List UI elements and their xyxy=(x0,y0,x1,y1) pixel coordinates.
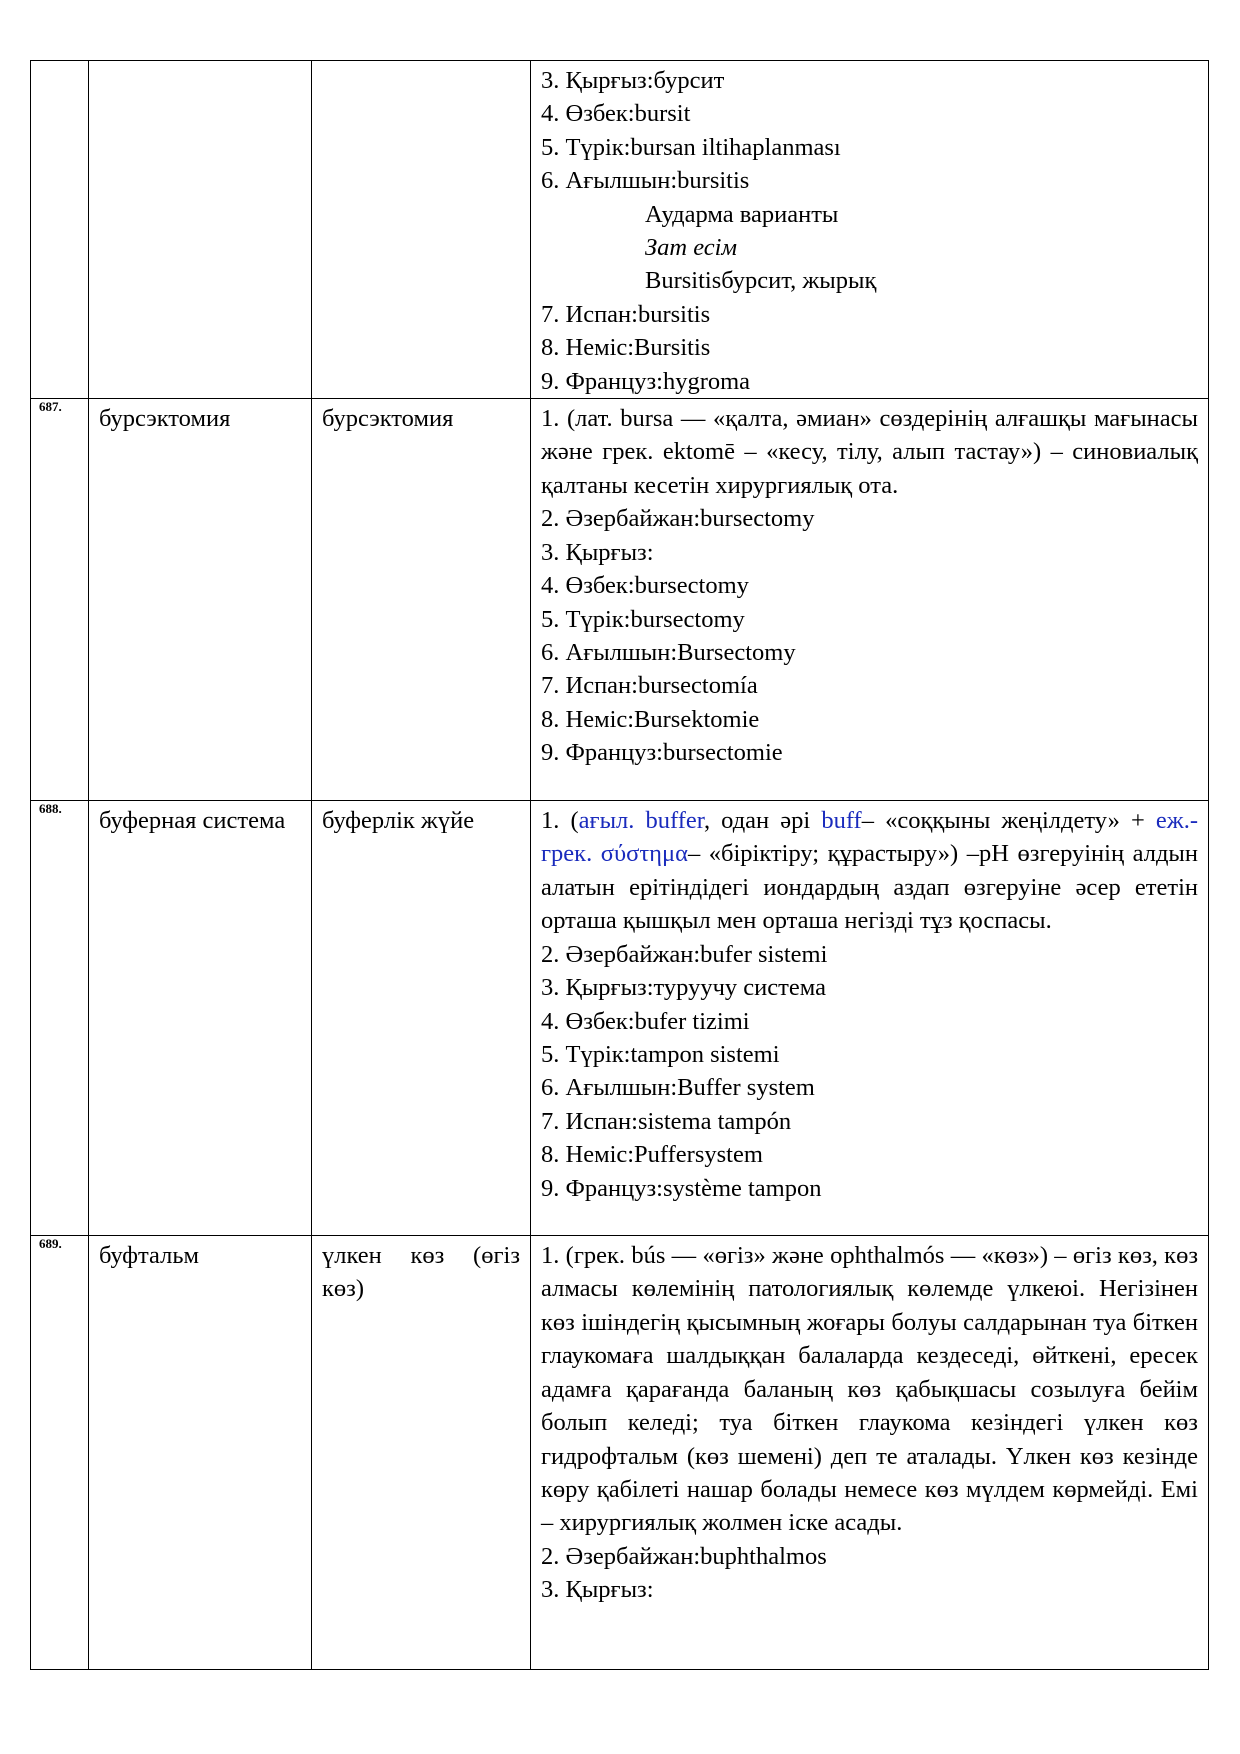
translation-line: 8. Неміс:Bursitis xyxy=(541,334,711,362)
dictionary-table xyxy=(30,60,1209,1670)
definition-cell xyxy=(531,1236,1209,1670)
translation-line: 6. Ағылшын:bursitis xyxy=(541,167,750,195)
translation-line: 2. Әзербайжан:buphthalmos xyxy=(541,1542,827,1570)
variants-heading: Аударма варианты xyxy=(645,200,839,228)
definition-cell xyxy=(531,399,1209,801)
table-row xyxy=(31,1236,1209,1670)
entry-number-cell: 687. xyxy=(31,399,89,801)
translation-line: 7. Испан:bursectomía xyxy=(541,672,758,700)
kazakh-term-cell: бурсэктомия xyxy=(312,399,531,801)
entry-number-cell: 688. xyxy=(31,801,89,1236)
russian-term-cell: бурсэктомия xyxy=(89,399,312,801)
kazakh-term-cell: буферлік жүйе xyxy=(312,801,531,1236)
table-row xyxy=(31,801,1209,1236)
entry-number-cell: 689. xyxy=(31,1236,89,1670)
definition-cell xyxy=(531,61,1209,399)
translation-line: 3. Қырғыз: xyxy=(541,538,654,566)
etymology-link[interactable]: ағыл. buffer xyxy=(578,807,704,835)
translation-line: 9. Француз:système tampon xyxy=(541,1174,822,1202)
kazakh-term-cell: үлкен көз (өгіз көз) xyxy=(312,1236,531,1670)
definition-text: 1. (ағыл. buffer, одан әрі buff– «соққыны жеңілдету» + еж.-грек. σύστημα– «біріктіру; құрастыру») –pH өзгеруінің алдын алатын ерітіндідегі иондардың аздап өзгеруіне әсер ететін орташа қышқыл мен орташа негізді тұз қоспасы. xyxy=(541,807,1199,935)
definition-cell xyxy=(531,801,1209,1236)
translation-line: 4. Өзбек:bufer tizimi xyxy=(541,1007,750,1035)
translation-line: 2. Әзербайжан:bufer sistemi xyxy=(541,940,828,968)
translation-line: 3. Қырғыз: xyxy=(541,1576,654,1604)
translation-line: 7. Испан:bursitis xyxy=(541,300,711,328)
russian-term-cell: буферная система xyxy=(89,801,312,1236)
translation-line: 3. Қырғыз:бурсит xyxy=(541,67,725,94)
translation-line: 6. Ағылшын:Buffer system xyxy=(541,1074,815,1102)
translation-line: 4. Өзбек:bursit xyxy=(541,100,691,128)
translation-line: 4. Өзбек:bursectomy xyxy=(541,572,749,600)
translation-line: 3. Қырғыз:туруучу система xyxy=(541,974,826,1002)
table-row xyxy=(31,61,1209,399)
translation-line: 7. Испан:sistema tampón xyxy=(541,1107,792,1135)
russian-term-cell: буфтальм xyxy=(89,1236,312,1670)
variant-entry: Bursitisбурсит, жырық xyxy=(645,267,877,295)
translation-line: 9. Француз:bursectomie xyxy=(541,739,783,767)
definition-text: 1. (грек. bús — «өгіз» және ophthalmós — «көз») – өгіз көз, көз алмасы көлемінің патологиялық көлемде үлкеюі. Негізінен көз ішіндегің қысымның жоғары болуы салдарынан туа біткен глаукомаға шалдыққан балаларда кездеседі, өйткені, ересек адамға қарағанда баланың көз қабықшасы созылуға бейім болып келеді; туа біткен глаукома кезіндегі үлкен көз гидрофтальм (көз шемені) деп те аталады. Үлкен көз кезінде көру қабілеті нашар болады немесе көз мүлдем көрмейді. Емі – хирургиялық жолмен іске асады. xyxy=(541,1242,1198,1537)
kazakh-term-cell xyxy=(312,61,531,399)
translation-line: 5. Түрік:bursectomy xyxy=(541,605,745,633)
definition-text: 1. (лат. bursa — «қалта, әмиан» сөздерінің алғашқы мағынасы және грек. ektomē – «кесу, тілу, алып тастау») – синовиалық қалтаны кесетін хирургиялық ота. xyxy=(541,405,1198,499)
russian-term-cell xyxy=(89,61,312,399)
translation-line: 5. Түрік:bursan iltihaplanması xyxy=(541,133,841,161)
translation-line: 2. Әзербайжан:bursectomy xyxy=(541,505,815,533)
translation-line: 6. Ағылшын:Bursectomy xyxy=(541,638,796,666)
table-row xyxy=(31,399,1209,801)
translation-line: 8. Неміс:Bursektomie xyxy=(541,705,760,733)
translation-line: 5. Түрік:tampon sistemi xyxy=(541,1040,780,1068)
etymology-link[interactable]: buff xyxy=(821,807,862,835)
translation-line: 8. Неміс:Puffersystem xyxy=(541,1141,763,1169)
etymology-link[interactable]: еж.-грек. σύστημα xyxy=(541,807,1198,868)
translation-line: 9. Француз:hygroma xyxy=(541,367,751,395)
entry-number-cell xyxy=(31,61,89,399)
part-of-speech: Зат есім xyxy=(645,234,738,262)
